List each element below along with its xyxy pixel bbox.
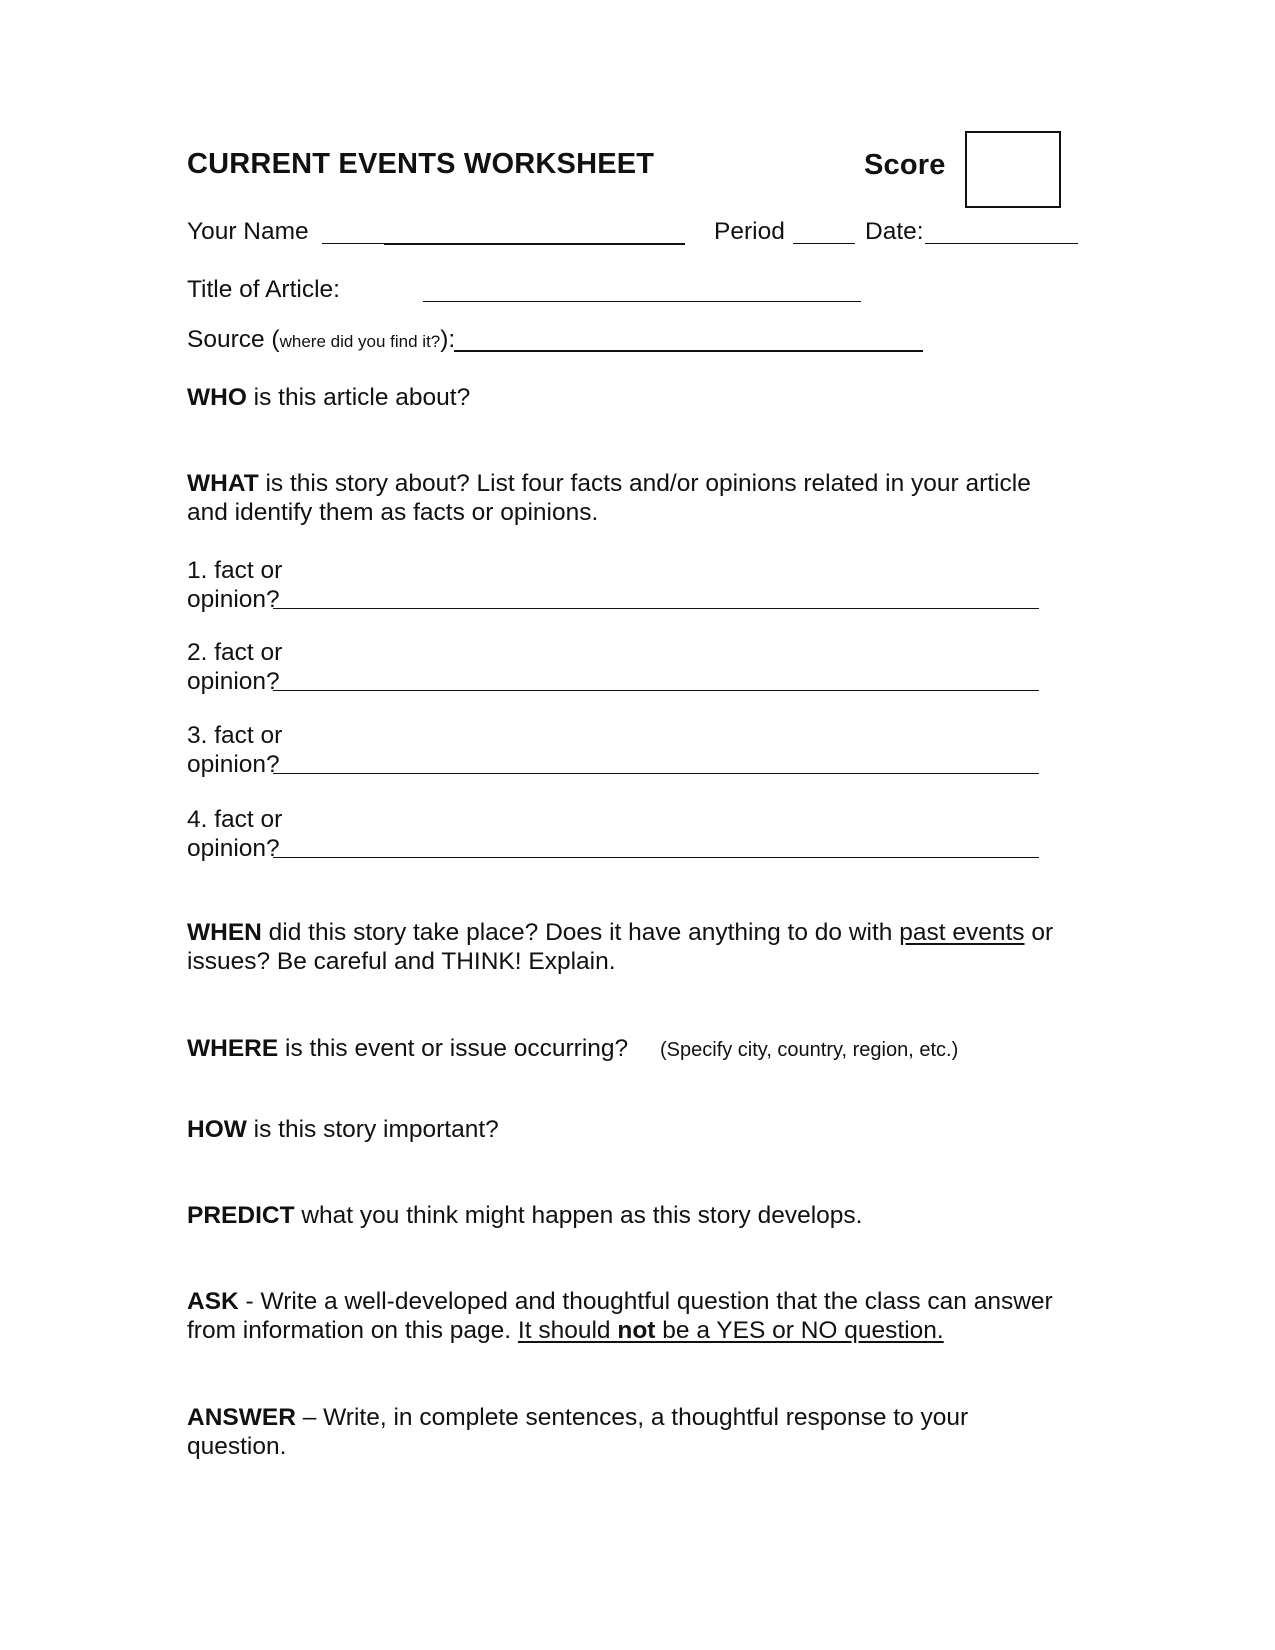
name-field-line[interactable] [384, 243, 685, 245]
predict-question: PREDICT what you think might happen as this story develops. [187, 1202, 863, 1229]
article-title-label: Title of Article: [187, 276, 340, 303]
source-label: Source (where did you find it?): [187, 326, 456, 353]
period-label: Period [714, 218, 785, 245]
fact-item-3: 3. fact or opinion? [187, 722, 283, 778]
name-label: Your Name [187, 218, 309, 245]
source-field-line[interactable] [454, 350, 923, 352]
what-question [187, 469, 1031, 527]
how-question: HOW is this story important? [187, 1116, 499, 1143]
date-label: Date: [865, 218, 924, 245]
who-question: WHO is this article about? [187, 384, 471, 411]
when-question [187, 918, 1053, 976]
source-hint: where did you find it? [279, 332, 441, 351]
score-label: Score [864, 149, 946, 181]
article-title-field-line[interactable] [423, 301, 861, 302]
where-hint: (Specify city, country, region, etc.) [660, 1039, 959, 1061]
ask-line-2: from information on this page. It should not be a YES or NO question. [187, 1317, 944, 1344]
when-line-1: WHEN did this story take place? Does it have anything to do with past events or [187, 919, 1054, 946]
answer-question [187, 1403, 968, 1461]
what-line-1: WHAT is this story about? List four facts and/or opinions related in your article [187, 470, 1031, 497]
fact-3-answer-line[interactable] [273, 773, 1039, 774]
fact-2-answer-line[interactable] [273, 690, 1039, 691]
page-title: CURRENT EVENTS WORKSHEET [187, 148, 655, 180]
where-question: WHERE is this event or issue occurring? [187, 1035, 629, 1062]
ask-question [187, 1287, 1053, 1345]
fact-1-answer-line[interactable] [273, 608, 1039, 609]
ask-line-1: ASK - Write a well-developed and thoughtful question that the class can answer [187, 1288, 1053, 1315]
fact-item-1: 1. fact or opinion? [187, 557, 283, 613]
name-line-left [322, 243, 384, 244]
fact-4-answer-line[interactable] [273, 857, 1039, 858]
when-line-2: issues? Be careful and THINK! Explain. [187, 948, 616, 975]
period-field-line[interactable] [793, 243, 855, 244]
past-events-underlined: past events [899, 919, 1025, 946]
date-field-line[interactable] [925, 243, 1078, 244]
ask-underlined-rule: It should not be a YES or NO question. [517, 1317, 944, 1344]
fact-item-2: 2. fact or opinion? [187, 639, 283, 695]
score-box[interactable] [965, 131, 1061, 208]
fact-item-4: 4. fact or opinion? [187, 806, 283, 862]
answer-line-2: question. [187, 1433, 287, 1460]
answer-line-1: ANSWER – Write, in complete sentences, a thoughtful response to your [187, 1404, 969, 1431]
what-line-2: and identify them as facts or opinions. [187, 499, 599, 526]
